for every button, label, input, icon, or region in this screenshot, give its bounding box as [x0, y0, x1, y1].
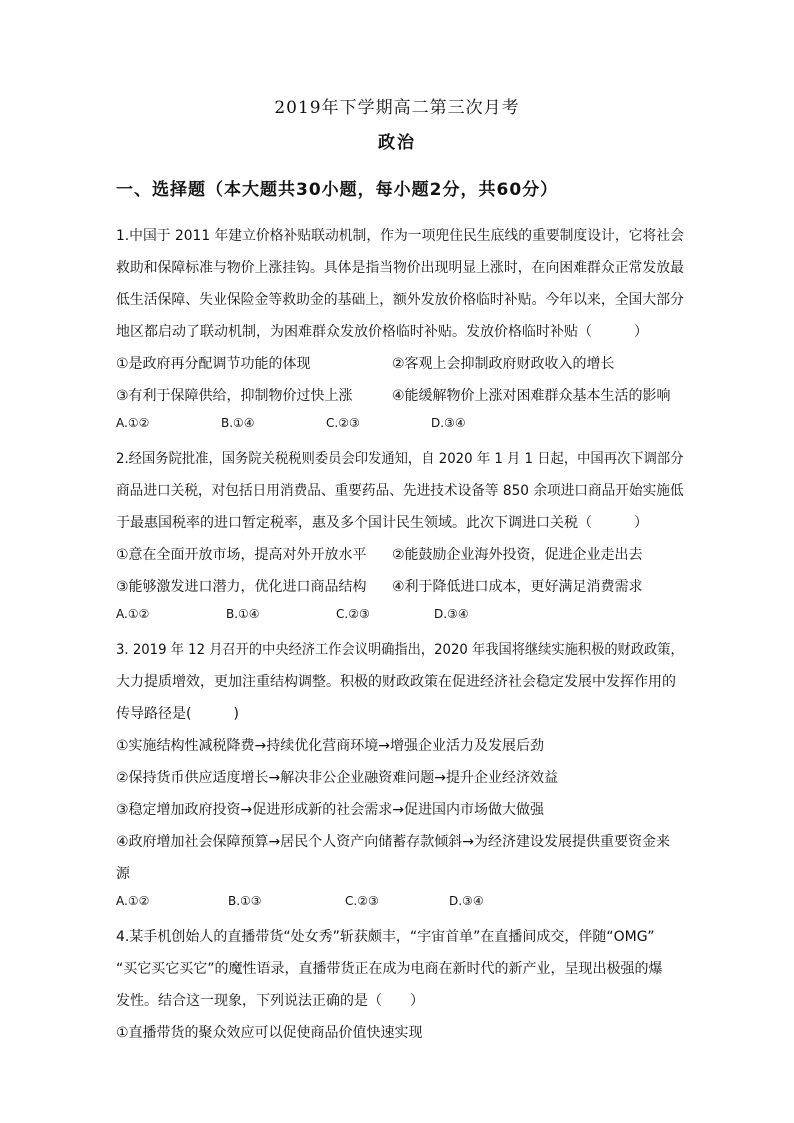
q3-options [116, 894, 484, 908]
q3-option-d: D.③④ [449, 894, 484, 908]
q2-statement-3: ③能够激发进口潜力，优化进口商品结构 [116, 579, 367, 595]
q3-line-3: 传导路径是( ) [116, 706, 239, 722]
q1-statement-1: ①是政府再分配调节功能的体现 [116, 356, 311, 372]
q1-statement-4: ④能缓解物价上涨对困难群众基本生活的影响 [392, 388, 671, 404]
q2-option-d: D.③④ [434, 607, 469, 621]
q4-statement-1: ①直播带货的聚众效应可以促使商品价值快速实现 [116, 1025, 423, 1041]
q2-option-b: B.①④ [226, 607, 260, 621]
q3-option-b: B.①③ [228, 894, 262, 908]
q4-line-3: 发性。结合这一现象，下列说法正确的是（ ） [116, 993, 424, 1009]
q1-statement-3: ③有利于保障供给，抑制物价过快上涨 [116, 388, 353, 404]
exam-title: 2019年下学期高二第三次月考 [274, 98, 520, 118]
q1-statement-2: ②客观上会抑制政府财政收入的增长 [392, 356, 615, 372]
q2-statement-2: ②能鼓励企业海外投资，促进企业走出去 [392, 547, 643, 563]
q2-options [116, 607, 469, 621]
q2-line-1: 2.经国务院批准，国务院关税税则委员会印发通知，自 2020 年 1 月 1 日起，中国再次下调部分 [116, 451, 684, 467]
q1-option-b: B.①④ [221, 416, 255, 430]
q2-line-3: 于最惠国税率的进口暂定税率，惠及多个国计民生领域。此次下调进口关税（ ） [116, 515, 648, 531]
q3-option-c: C.②③ [345, 894, 379, 908]
q3-path-3: ③稳定增加政府投资→促进形成新的社会需求→促进国内市场做大做强 [116, 802, 545, 818]
q2-option-a: A.①② [116, 607, 150, 621]
q1-option-c: C.②③ [326, 416, 360, 430]
subject-title: 政治 [378, 133, 416, 153]
q1-line-3: 低生活保障、失业保险金等救助金的基础上，额外发放价格临时补贴。今年以来，全国大部分 [116, 292, 684, 308]
q4-line-1: 4.某手机创始人的直播带货“处女秀”斩获颇丰，“宇宙首单”在直播间成交，伴随“OMG” [116, 929, 655, 945]
q3-option-a: A.①② [116, 894, 150, 908]
q2-option-c: C.②③ [336, 607, 370, 621]
q2-line-2: 商品进口关税，对包括日用消费品、重要药品、先进技术设备等 850 余项进口商品开始实施低 [116, 483, 684, 499]
q3-path-4: ④政府增加社会保障预算→居民个人资产向储蓄存款倾斜→为经济建设发展提供重要资金来 [116, 834, 671, 850]
q1-options [116, 416, 466, 430]
q2-statement-4: ④利于降低进口成本，更好满足消费需求 [392, 579, 643, 595]
q3-path-2: ②保持货币供应适度增长→解决非公企业融资难问题→提升企业经济效益 [116, 770, 559, 786]
q3-path-4-continued: 源 [116, 866, 130, 882]
section-heading: 一、选择题（本大题共30小题，每小题2分，共60分） [116, 180, 559, 200]
q3-path-1: ①实施结构性减税降费→持续优化营商环境→增强企业活力及发展后劲 [116, 738, 545, 754]
q1-option-d: D.③④ [431, 416, 466, 430]
q3-line-2: 大力提质增效，更加注重结构调整。积极的财政政策在促进经济社会稳定发展中发挥作用的 [116, 674, 676, 690]
q1-line-4: 地区都启动了联动机制，为困难群众发放价格临时补贴。发放价格临时补贴（ ） [116, 324, 648, 340]
q4-line-2: “买它买它买它”的魔性语录，直播带货正在成为电商在新时代的新产业，呈现出极强的爆 [116, 961, 663, 977]
q1-line-1: 1.中国于 2011 年建立价格补贴联动机制，作为一项兜住民生底线的重要制度设计，它将社会 [116, 228, 684, 244]
q2-statement-1: ①意在全面开放市场，提高对外开放水平 [116, 547, 367, 563]
q1-option-a: A.①② [116, 416, 150, 430]
q1-line-2: 救助和保障标准与物价上涨挂钩。具体是指当物价出现明显上涨时，在向困难群众正常发放最 [116, 260, 684, 276]
q3-line-1: 3. 2019 年 12 月召开的中央经济工作会议明确指出，2020 年我国将继续实施积极的财政政策， [116, 642, 684, 658]
